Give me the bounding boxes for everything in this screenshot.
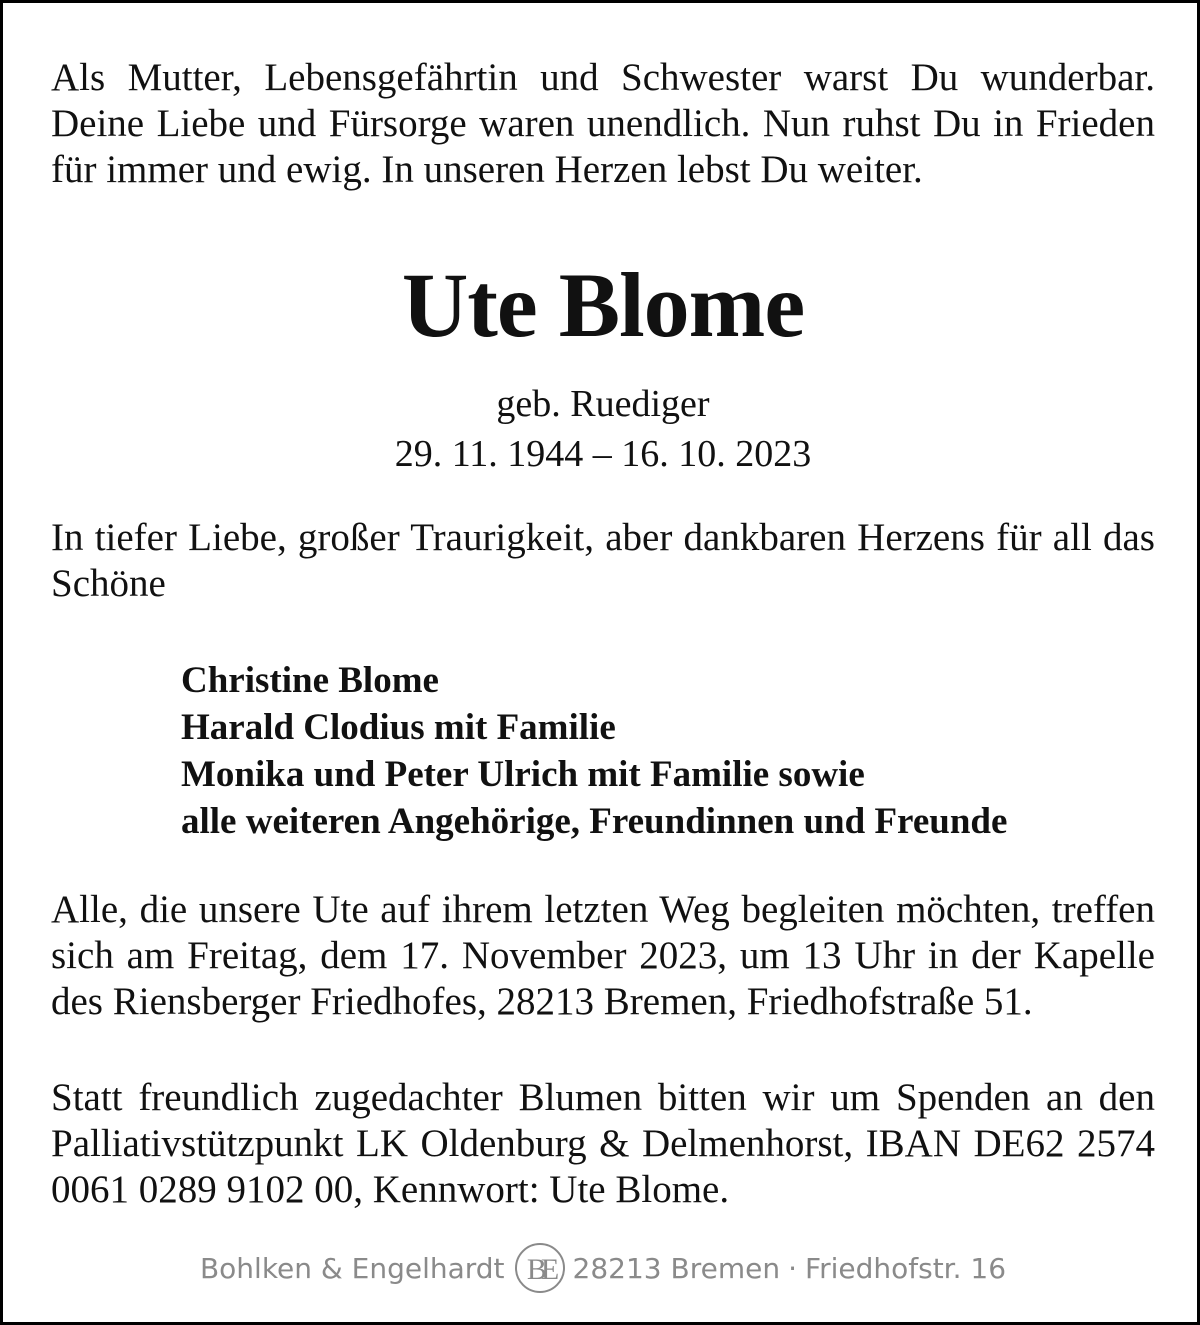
deceased-name: Ute Blome [401,254,805,356]
funeral-home-footer [3,1240,1200,1296]
mourning-text: In tiefer Liebe, großer Traurigkeit, aber dankbaren Herzens für all das Schöne [51,516,1155,605]
company-name: Bohlken & Engelhardt [199,1251,505,1285]
address-separator: · [788,1251,798,1285]
address-city: 28213 Bremen [572,1251,781,1285]
funeral-home-logo-icon [513,1241,567,1295]
mourner-item: Harald Clodius mit Familie [181,707,616,748]
funeral-info: Alle, die unsere Ute auf ihrem letzten Weg begleiten möchten, treffen sich am Freitag, dem 17. November 2023, um 13 Uhr in der Kapelle des Riensberger Friedhofes, 28213 Bremen, Friedhofstraße 51. [51,888,1155,1023]
address-street: Friedhofstr. 16 [805,1251,1007,1285]
mourner-item: alle weiteren Angehörige, Freundinnen und Freunde [181,801,1008,842]
mourner-item: Monika und Peter Ulrich mit Familie sowie [181,754,865,795]
birth-name: geb. Ruediger [496,383,710,425]
intro-text: Als Mutter, Lebensgefährtin und Schwester warst Du wunderbar. Deine Liebe und Fürsorge waren unendlich. Nun ruhst Du in Frieden für immer und ewig. In unseren Herzen lebst Du weiter. [51,56,1155,191]
mourners-list [181,657,1171,845]
logo-letters: BE [526,1253,553,1286]
donation-info: Statt freundlich zugedachter Blumen bitten wir um Spenden an den Palliativstützpunkt LK Oldenburg & Delmenhorst, IBAN DE62 2574 0061 0289 9102 00, Kennwort: Ute Blome. [51,1076,1155,1211]
mourner-item: Christine Blome [181,660,439,701]
life-dates: 29. 11. 1944 – 16. 10. 2023 [394,433,812,475]
